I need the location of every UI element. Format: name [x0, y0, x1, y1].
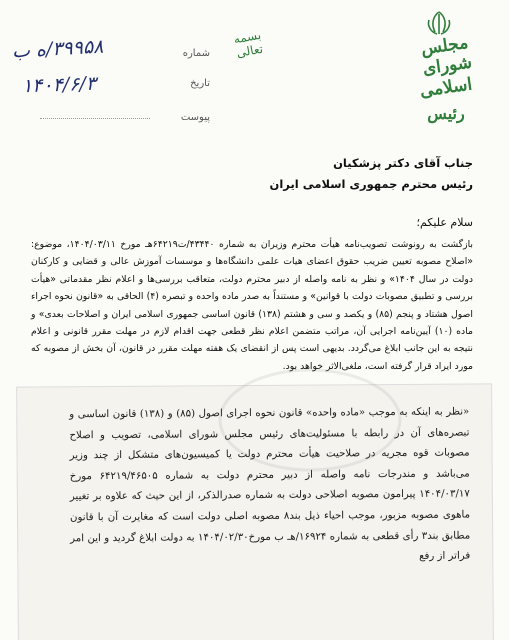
bismillah: بسمه تعالی	[232, 27, 264, 61]
org-line-1: مجلس شورای	[419, 32, 474, 80]
attachment-line	[40, 118, 150, 119]
org-line-2: اسلامی	[418, 74, 474, 102]
addressee-name: جناب آقای دکتر پزشکیان	[333, 156, 473, 170]
addressee	[33, 153, 473, 195]
organization-logo-text	[401, 32, 491, 124]
handwritten-date: ۱۴۰۴/۶/۳	[21, 72, 97, 98]
main-paragraph: بازگشت به رونوشت تصویب‌نامه هیأت محترم وزیران به شماره ۴۳۴۴۰/ت۶۴۲۱۹هـ مورخ ۱۴۰۴/۰۳/۱۱، موضوع: «اصلاح مصوبه تعیین ضریب حقوق اعضای هیات علمی دانشگاه‌ها و موسسات آموزش عالی و قضایی و کارکنان دولت در سال ۱۴۰۴» و نظر به نامه واصله از دبیر محترم دولت، متعاقب بررسی‌ها و اعلام نظر مقدماتی «هیأت بررسی و تطبیق مصوبات دولت با قوانین» و مستنداً به صدر ماده واحده و تبصره (۴) الحاقی به «قانون نحوه اجراء اصول هشتاد و پنجم (۸۵) و یکصد و سی و هشتم (۱۳۸) قانون اساسی جمهوری اسلامی ایران و اصلاحات بعدی» و ماده (۱۰) آیین‌نامه اجرایی آن، مراتب متضمن اعلام نظر قطعی جهت اقدام لازم در مهلت مقرر قانونی و اعلام نتیجه به این جانب ابلاغ می‌گردد. بدیهی است پس از انقضای یک هفته مهلت مقرر در قانون، آن بخش از مصوبه که مورد ایراد قرار گرفته است، ملغی‌الاثر خواهد بود.	[31, 239, 474, 372]
role-title: رئیس	[427, 104, 465, 123]
date-label: تاریخ	[190, 78, 210, 89]
attachment-label: پیوست	[180, 112, 210, 123]
watermark-seal-icon	[210, 360, 410, 480]
handwritten-number: ۳۹۹۵۸/ه ب	[11, 35, 104, 63]
addressee-title: رئیس محترم جمهوری اسلامی ایران	[269, 177, 473, 191]
greeting: سلام علیکم؛	[416, 216, 473, 229]
quoted-paragraph: «نظر به اینکه به موجب «ماده واحده» قانون نحوه اجرای اصول (۸۵) و (۱۳۸) قانون اساسی و تبصره‌های آن در رابطه با مسئولیت‌های رئیس مجلس شورای اسلامی، تصویب و اصلاح مصوبات قوه مجریه در صلاحیت هیأت محترم دولت یا کمیسیون‌های متشکل از چند وزیر می‌باشد و مندرجات نامه واصله از دبیر محترم دولت به شماره ۶۴۲۱۹/۴۶۵۰۵ مورخ ۱۴۰۴/۰۳/۱۷ پیرامون مصوبه اصلاحی دولت به شماره صدرالذکر، از این حیث که علاوه بر تغییر ماهوی مصوبه مزبور، موجب احیاء ذیل بند۸ مصوبه اصلی دولت است که مغایرت آن با قانون مطابق بند۳ رأی قطعی به شماره ۱۶۹۲۴/هـ ب مورخ۱۴۰۴/۰۲/۳۰ به دولت ابلاغ گردید و این امر فراتر از رفع	[69, 406, 471, 563]
number-label: شماره	[182, 48, 210, 59]
